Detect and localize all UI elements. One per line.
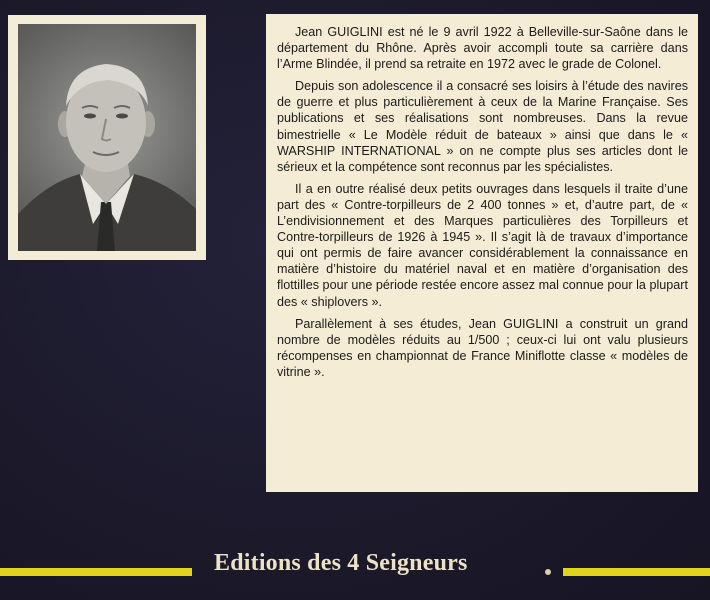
author-portrait-drawing (18, 24, 196, 251)
publisher-footer (0, 550, 710, 590)
left-yellow-stripe (0, 568, 192, 576)
author-portrait (18, 24, 196, 251)
bio-paragraph: Il a en outre réalisé deux petits ouvrages dans lesquels il traite d’une part des « Contre-torpilleurs de 2 400 tonnes » et, d’autre part, de « L’endivisionnement et des Marques particulières des Torpilleurs et Contre-torpilleurs de 1926 à 1945 ». Il s’agit là de travaux d’importance qui ont permis de faire avancer considérablement la connaissance en matière d’histoire du matériel naval et en matière d’organisation des flottilles pour une période restée encore assez mal connue pour la plupart des « shiplovers ». (277, 181, 688, 309)
right-yellow-stripe (563, 568, 710, 576)
bio-paragraph: Depuis son adolescence il a consacré ses loisirs à l’étude des navires de guerre et plus particulièrement à ceux de la Marine Française. Ses publications et ses réalisations sont nombreuses. Dans la revue bimestrielle « Le Modèle réduit de bateaux » ainsi que dans le « WARSHIP INTERNATIONAL » on ne compte plus ses articles dont le sérieux et la compétence sont reconnus par les spécialistes. (277, 79, 688, 174)
author-bio-panel (266, 14, 698, 492)
decorative-dot-icon (545, 569, 551, 575)
bio-paragraph: Jean GUIGLINI est né le 9 avril 1922 à Belleville-sur-Saône dans le département du Rhône. Après avoir accompli toute sa carrière dans l’Arme Blindée, il prend sa retraite en 1972 avec le grade de Colonel. (277, 25, 688, 72)
publisher-name: Editions des 4 Seigneurs (214, 550, 468, 576)
bio-paragraph: Parallèlement à ses études, Jean GUIGLINI a construit un grand nombre de modèles réduits au 1/500 ; ceux-ci lui ont valu plusieurs récompenses en championnat de France Miniflotte classe « modèles de vitrine ». (277, 316, 688, 379)
author-photo-frame (8, 15, 206, 260)
